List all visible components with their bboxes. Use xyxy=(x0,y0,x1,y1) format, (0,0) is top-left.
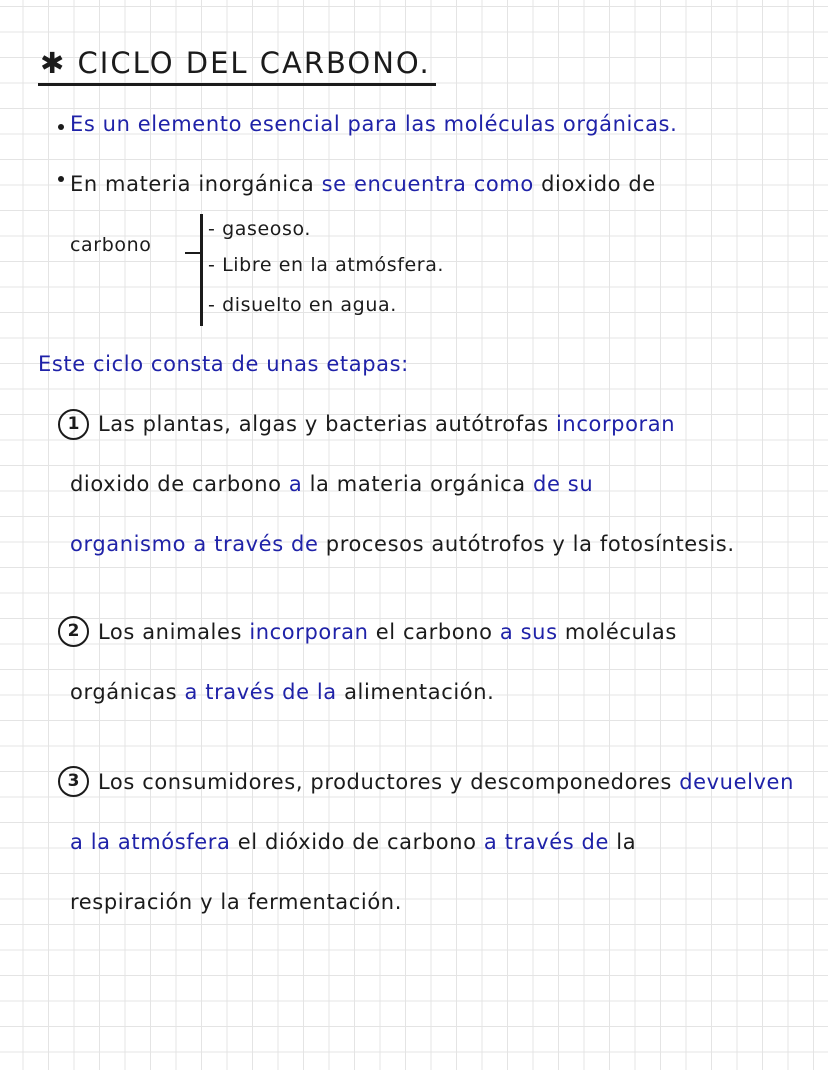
step-part: Las plantas, algas y bacterias autótrofas xyxy=(98,412,549,436)
step-part: organismo a través de xyxy=(70,532,319,556)
step-part: incorporan xyxy=(556,412,676,436)
bullet-dot xyxy=(58,176,64,182)
step-part: a la atmósfera xyxy=(70,830,231,854)
carbono-label: carbono xyxy=(70,234,152,256)
bullet-text-2 xyxy=(70,172,656,196)
bullet-2-part: se encuentra como xyxy=(321,172,534,196)
step-part: a xyxy=(288,472,303,496)
carbono-brace-tick xyxy=(185,252,201,254)
step-part: Los consumidores, productores y descomponedores xyxy=(98,770,672,794)
step-part: devuelven xyxy=(679,770,794,794)
step-number-2: 2 xyxy=(58,616,89,647)
step-1-line-2 xyxy=(70,472,593,496)
step-part: a través de xyxy=(483,830,609,854)
step-3-line-3 xyxy=(70,890,402,914)
step-part: alimentación. xyxy=(344,680,495,704)
step-3-line-2 xyxy=(70,830,636,854)
step-number-1: 1 xyxy=(58,409,89,440)
step-part: dioxido de carbono xyxy=(70,472,282,496)
step-part: orgánicas xyxy=(70,680,178,704)
bullet-text-1: Es un elemento esencial para las moléculas orgánicas. xyxy=(70,112,678,136)
step-part: el dióxido de carbono xyxy=(237,830,477,854)
step-part: Los animales xyxy=(98,620,243,644)
step-part: procesos autótrofos y la fotosíntesis. xyxy=(325,532,735,556)
step-part: respiración y la fermentación. xyxy=(70,890,402,914)
carbono-brace xyxy=(200,214,203,326)
step-2-line-1 xyxy=(98,620,677,644)
step-part: a sus xyxy=(499,620,558,644)
step-part: el carbono xyxy=(375,620,493,644)
page-title: ✱ CICLO DEL CARBONO. xyxy=(40,46,431,80)
step-3-line-1 xyxy=(98,770,794,794)
etapas-heading: Este ciclo consta de unas etapas: xyxy=(38,352,409,376)
step-part: moléculas xyxy=(564,620,677,644)
carbono-item: - Libre en la atmósfera. xyxy=(208,254,445,276)
step-part: de su xyxy=(533,472,594,496)
carbono-item: - disuelto en agua. xyxy=(208,294,397,316)
bullet-2-part: En materia inorgánica xyxy=(70,172,315,196)
title-underline xyxy=(38,83,436,86)
step-part: incorporan xyxy=(249,620,369,644)
step-2-line-2 xyxy=(70,680,494,704)
step-1-line-1 xyxy=(98,412,675,436)
step-part: a través de la xyxy=(184,680,337,704)
bullet-dot xyxy=(58,124,64,130)
step-part: la xyxy=(616,830,637,854)
carbono-item: - gaseoso. xyxy=(208,218,312,240)
bullet-2-part: dioxido de xyxy=(541,172,656,196)
step-part: la materia orgánica xyxy=(309,472,526,496)
step-1-line-3 xyxy=(70,532,735,556)
step-number-3: 3 xyxy=(58,766,89,797)
